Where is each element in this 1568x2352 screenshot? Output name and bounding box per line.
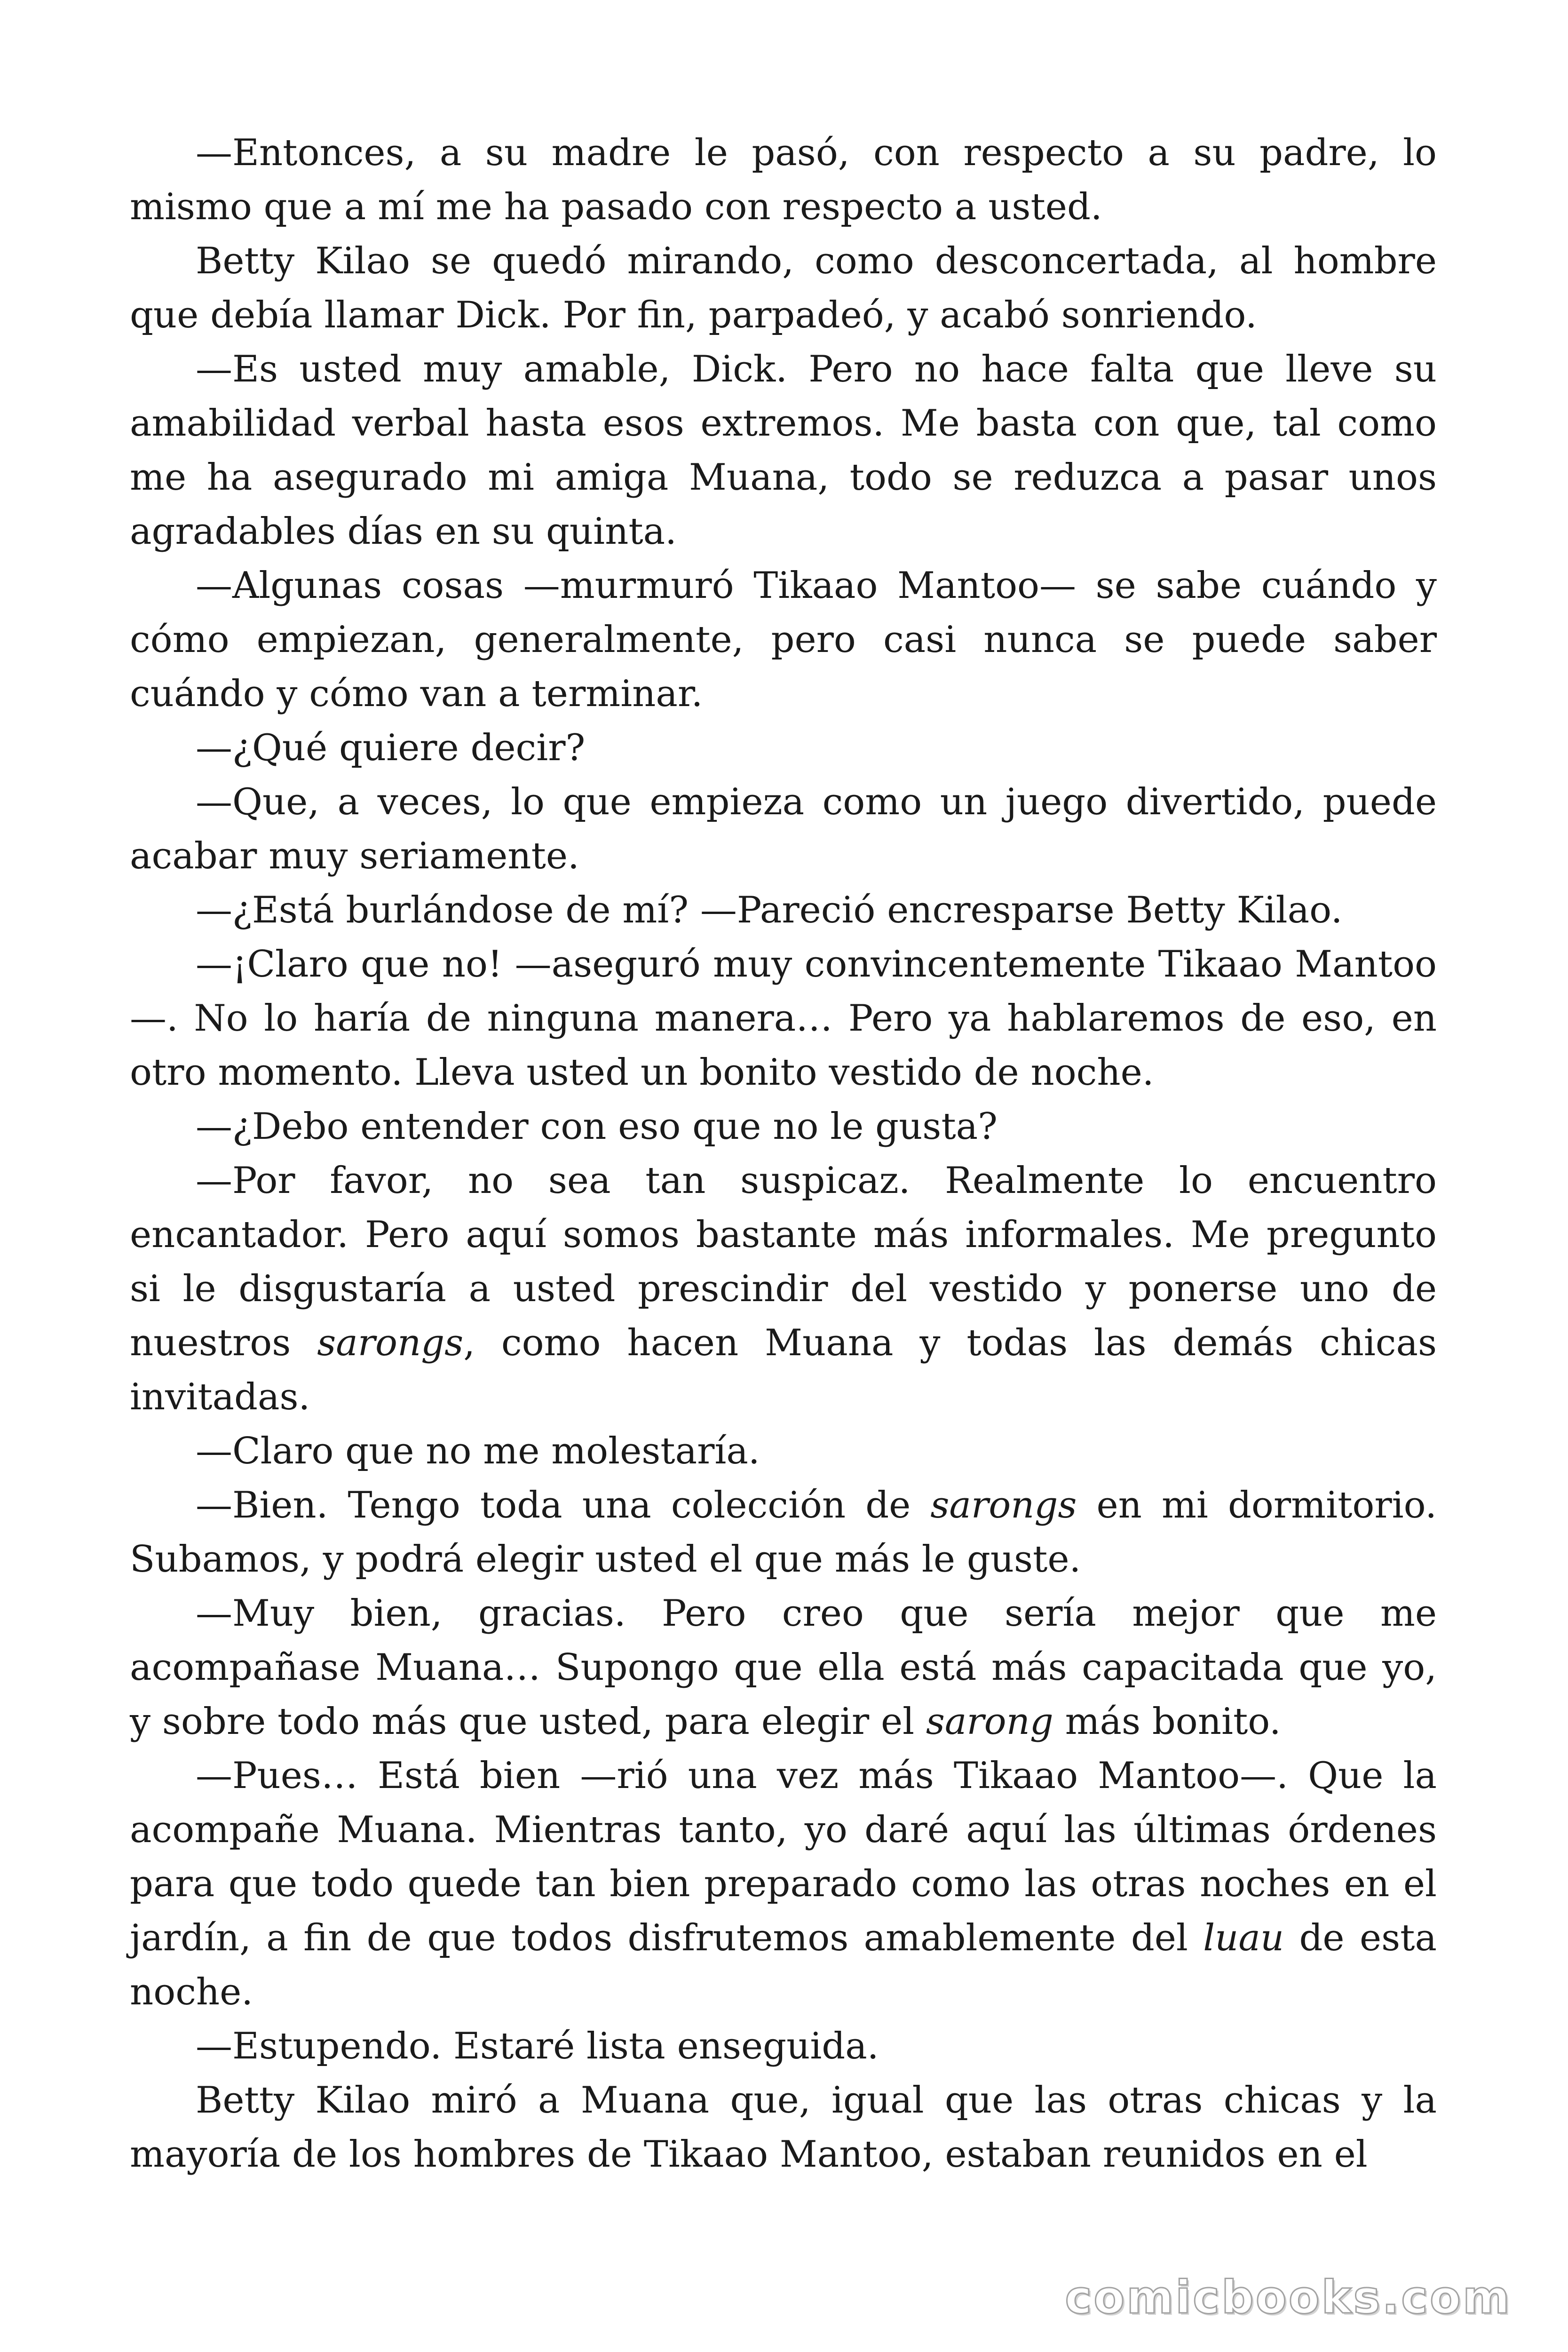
paragraph-text: —¡Claro que no! —aseguró muy convincentemente Tikaao Mantoo—. No lo haría de ninguna manera… Pero ya hablaremos de eso, en otro momento. Lleva usted un bonito vestido de noche. (130, 943, 1437, 1094)
paragraph-text: , como hacen Muana y todas las demás chicas invitadas. (130, 1322, 1437, 1418)
paragraph-text: —Es usted muy amable, Dick. Pero no hace falta que lleve su amabilidad verbal hasta esos extremos. Me basta con que, tal como me ha asegurado mi amiga Muana, todo se reduzca a pasar unos agradables días en su quinta. (130, 348, 1437, 553)
paragraph (130, 126, 1437, 234)
paragraph (130, 1424, 1437, 1478)
paragraph (130, 883, 1437, 938)
italic-term: sarongs (317, 1322, 464, 1364)
paragraph-text: Betty Kilao se quedó mirando, como desconcertada, al hombre que debía llamar Dick. Por fin, parpadeó, y acabó sonriendo. (130, 240, 1437, 336)
paragraph (130, 775, 1437, 883)
paragraph-text: —¿Está burlándose de mí? —Pareció encresparse Betty Kilao. (196, 889, 1343, 931)
paragraph (130, 234, 1437, 342)
paragraph-text: —Que, a veces, lo que empieza como un juego divertido, puede acabar muy seriamente. (130, 781, 1437, 877)
paragraph (130, 342, 1437, 559)
italic-term: sarong (926, 1700, 1053, 1743)
paragraph-text: —Estupendo. Estaré lista enseguida. (196, 2025, 879, 2067)
paragraph-text: más bonito. (1053, 1700, 1281, 1743)
paragraph-text: Betty Kilao miró a Muana que, igual que las otras chicas y la mayoría de los hombres de Tikaao Mantoo, estaban reunidos en el (130, 2079, 1437, 2176)
paragraph-text: de esta noche. (130, 1917, 1437, 2013)
paragraph-text: —¿Debo entender con eso que no le gusta? (196, 1105, 998, 1148)
paragraph (130, 1587, 1437, 1749)
paragraph (130, 2074, 1437, 2182)
paragraph (130, 721, 1437, 775)
italic-term: luau (1203, 1917, 1284, 1959)
page-body (130, 126, 1437, 2182)
paragraph-text: —Claro que no me molestaría. (196, 1430, 760, 1472)
paragraph-text: —Muy bien, gracias. Pero creo que sería mejor que me acompañase Muana… Supongo que ella está más capacitada que yo, y sobre todo más que usted, para elegir el (130, 1592, 1437, 1743)
watermark-logo: comicbooks.com (1065, 2271, 1512, 2324)
paragraph-text: —Por favor, no sea tan suspicaz. Realmente lo encuentro encantador. Pero aquí somos bastante más informales. Me pregunto si le disgustaría a usted prescindir del vestido y ponerse uno de nuestros (130, 1160, 1437, 1364)
italic-term: sarongs (930, 1484, 1077, 1526)
paragraph-text: —Entonces, a su madre le pasó, con respecto a su padre, lo mismo que a mí me ha pasado con respecto a usted. (130, 132, 1437, 228)
paragraph (130, 1478, 1437, 1587)
paragraph (130, 559, 1437, 721)
paragraph-text: —Bien. Tengo toda una colección de (196, 1484, 931, 1526)
paragraph (130, 1100, 1437, 1154)
paragraph (130, 2019, 1437, 2074)
paragraph-text: en mi dormitorio. Subamos, y podrá elegir usted el que más le guste. (130, 1484, 1437, 1581)
paragraph (130, 1749, 1437, 2019)
paragraph-text: —Algunas cosas —murmuró Tikaao Mantoo— se sabe cuándo y cómo empiezan, generalmente, pero casi nunca se puede saber cuándo y cómo van a terminar. (130, 564, 1437, 715)
paragraph-text: —Pues… Está bien —rió una vez más Tikaao Mantoo—. Que la acompañe Muana. Mientras tanto, yo daré aquí las últimas órdenes para que todo quede tan bien preparado como las otras noches en el jardín, a fin de que todos disfrutemos amablemente del (130, 1755, 1437, 1959)
paragraph (130, 1154, 1437, 1424)
paragraph (130, 938, 1437, 1100)
paragraph-text: —¿Qué quiere decir? (196, 727, 586, 769)
